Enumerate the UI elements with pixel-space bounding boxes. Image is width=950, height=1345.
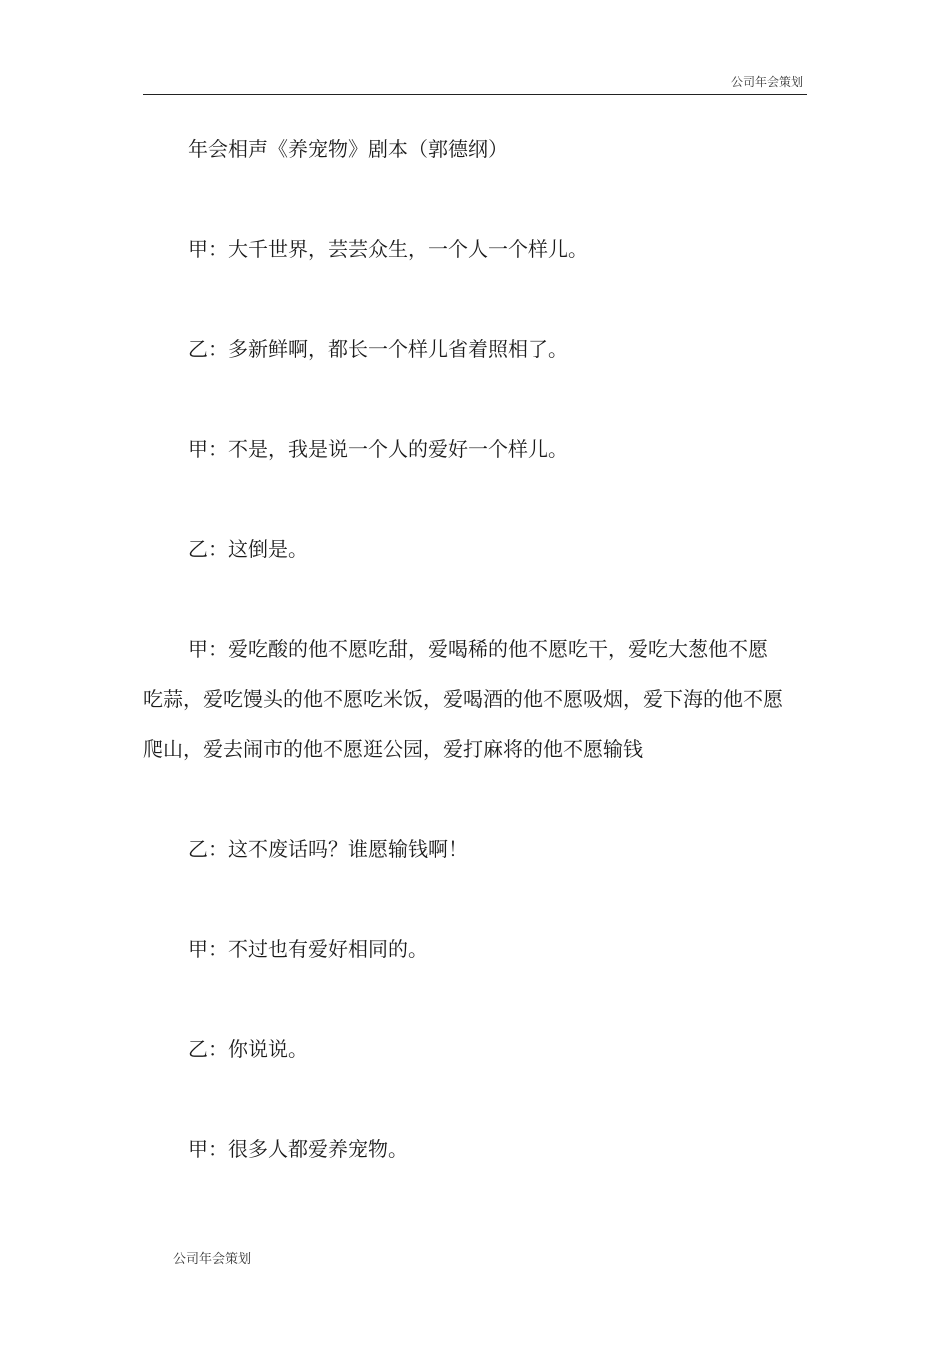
dialogue-line: 乙：多新鲜啊，都长一个样儿省着照相了。 (188, 337, 568, 361)
dialogue-line: 甲：爱吃酸的他不愿吃甜，爱喝稀的他不愿吃干，爱吃大葱他不愿吃蒜，爱吃馒头的他不愿吃米饭，爱喝酒的他不愿吸烟，爱下海的他不愿爬山，爱去闹市的他不愿逛公园，爱打麻将的他不愿输钱 (143, 637, 783, 761)
dialogue-line: 乙：这倒是。 (188, 537, 308, 561)
footer-text: 公司年会策划 (173, 1252, 252, 1267)
page-footer (173, 1248, 251, 1267)
document-body (143, 124, 783, 1224)
dialogue-line: 甲：很多人都爱养宠物。 (188, 1137, 408, 1161)
header-text: 公司年会策划 (730, 75, 803, 89)
dialogue-line: 甲：不过也有爱好相同的。 (188, 937, 428, 961)
page-header (143, 70, 807, 95)
dialogue-line: 甲：不是，我是说一个人的爱好一个样儿。 (188, 437, 568, 461)
document-title: 年会相声《养宠物》剧本（郭德纲） (188, 137, 508, 161)
dialogue-line: 乙：你说说。 (188, 1037, 308, 1061)
dialogue-line: 乙：这不废话吗？谁愿输钱啊！ (188, 837, 468, 861)
dialogue-line: 甲：大千世界，芸芸众生，一个人一个样儿。 (188, 237, 588, 261)
